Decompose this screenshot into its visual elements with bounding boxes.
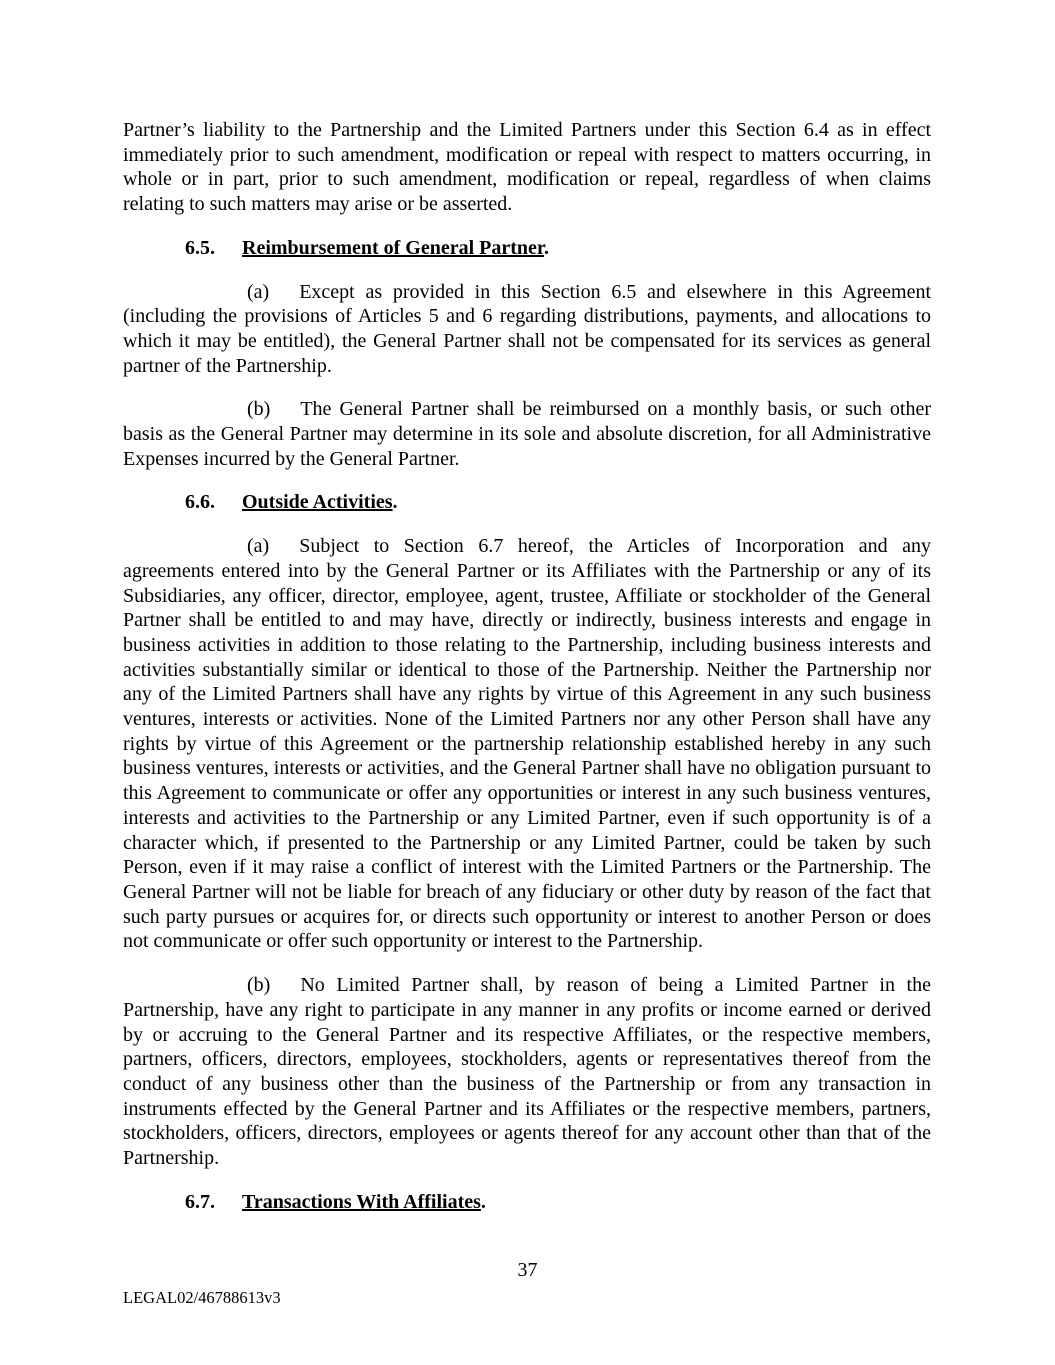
section-title: Transactions With Affiliates [242, 1190, 481, 1213]
section-title: Reimbursement of General Partner [242, 236, 544, 259]
paragraph-text: Except as provided in this Section 6.5 and elsewhere in this Agreement (including the provisions of Articles 5 and 6 regarding distributions, payments, and allocations to which it may be entitled), the General Partner shall not be compensated for its services as general partner of the Partnership. [123, 280, 931, 377]
page-number: 37 [517, 1259, 538, 1281]
heading-period: . [543, 236, 549, 259]
paragraph-label: (a) [247, 535, 270, 558]
section-6-5-heading [185, 236, 931, 261]
intro-paragraph [123, 118, 931, 217]
section-number: 6.7. [185, 1190, 215, 1213]
heading-period: . [392, 491, 398, 514]
section-6-5-paragraph-a [123, 280, 931, 379]
intro-paragraph-text: Partner’s liability to the Partnership and the Limited Partners under this Section 6.4 as in effect immediately prior to such amendment, modification or repeal with respect to matters occurring, in whole or in part, prior to such amendment, modification or repeal, regardless of when claims relating to such matters may arise or be asserted. [123, 119, 931, 216]
paragraph-label: (a) [247, 280, 270, 303]
paragraph-label: (b) [247, 974, 271, 997]
paragraph-text: No Limited Partner shall, by reason of being a Limited Partner in the Partnership, have any right to participate in any manner in any profits or income earned or derived by or accruing to the General Partner and its respective Affiliates, or the respective members, partners, officers, directors, employees, stockholders, agents or representatives thereof from the conduct of any business other than the business of the Partnership or from any transaction in instruments effected by the General Partner and its Affiliates or the respective members, partners, stockholders, officers, directors, employees or agents thereof for any account other than that of the Partnership. [123, 974, 931, 1170]
document-code: LEGAL02/46788613v3 [123, 1288, 281, 1307]
paragraph-label: (b) [247, 398, 271, 421]
section-6-6-heading [185, 490, 931, 515]
section-6-7-heading [185, 1190, 931, 1215]
section-6-5-paragraph-b [123, 397, 931, 471]
section-6-6-paragraph-a [123, 534, 931, 954]
section-number: 6.5. [185, 236, 215, 259]
paragraph-text: Subject to Section 6.7 hereof, the Articles of Incorporation and any agreements entered into by the General Partner or its Affiliates with the Partnership or any of its Subsidiaries, any officer, director, employee, agent, trustee, Affiliate or stockholder of the General Partner shall be entitled to and may have, directly or indirectly, business interests and engage in business activities in addition to those relating to the Partnership, including business interests and activities substantially similar or identical to those of the Partnership. Neither the Partnership nor any of the Limited Partners shall have any rights by virtue of this Agreement in any such business ventures, interests or activities. None of the Limited Partners nor any other Person shall have any rights by virtue of this Agreement or the partnership relationship established hereby in any such business ventures, interests or activities, and the General Partner shall have no obligation pursuant to this Agreement to communicate or offer any opportunities or interest in any such business ventures, interests and activities to the Partnership or any Limited Partner, even if such opportunity is of a character which, if presented to the Partnership or any Limited Partner, could be taken by such Person, even if it may raise a conflict of interest with the Limited Partners or the Partnership. The General Partner will not be liable for breach of any fiduciary or other duty by reason of the fact that such party pursues or acquires for, or directs such opportunity or interest to another Person or does not communicate or offer such opportunity or interest to the Partnership. [123, 535, 931, 953]
section-number: 6.6. [185, 491, 215, 514]
paragraph-text: The General Partner shall be reimbursed on a monthly basis, or such other basis as the General Partner may determine in its sole and absolute discretion, for all Administrative Expenses incurred by the General Partner. [123, 398, 931, 470]
section-6-6-paragraph-b [123, 973, 931, 1171]
document-body [123, 118, 931, 1233]
heading-period: . [480, 1190, 486, 1213]
section-title: Outside Activities [242, 491, 393, 514]
